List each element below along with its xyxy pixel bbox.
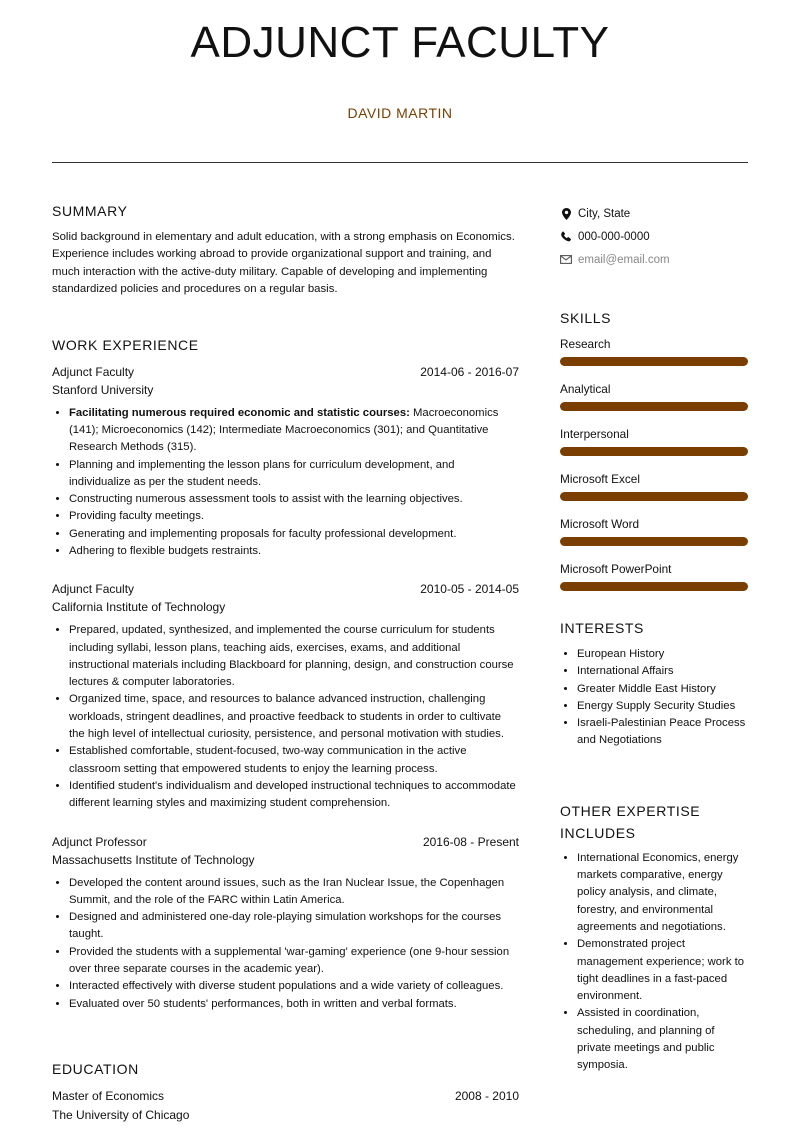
job-dates: 2014-06 - 2016-07 bbox=[420, 364, 519, 379]
list-item: • Developed the content around issues, such as the Iran Nuclear Issue, the Copenhagen Summit, and the role of the FARC within Latin America. bbox=[69, 875, 519, 910]
education-entry bbox=[52, 1087, 519, 1124]
list-item: • Providing faculty meetings. bbox=[69, 508, 519, 525]
summary-heading: SUMMARY bbox=[52, 203, 128, 219]
bullet-text: Macroeconomics (141); Microeconomics (142); Intermediate Macroeconomics (301); and Quantitative Research Methods (315). bbox=[69, 406, 499, 454]
job-bullets bbox=[52, 405, 519, 561]
job-dates: 2016-08 - Present bbox=[422, 834, 519, 849]
skills-heading: SKILLS bbox=[560, 310, 612, 326]
list-item: • Interacted effectively with diverse student populations and a wide variety of colleagues. bbox=[69, 978, 519, 995]
list-item: • Adhering to flexible budgets restraints. bbox=[69, 543, 519, 560]
skill-item bbox=[560, 561, 748, 591]
interests-list bbox=[560, 646, 748, 750]
job-entry bbox=[52, 363, 519, 561]
work-heading: WORK EXPERIENCE bbox=[52, 336, 199, 353]
list-item: • Energy Supply Security Studies bbox=[577, 698, 748, 715]
job-dates: 2010-05 - 2014-05 bbox=[420, 582, 519, 597]
job-title: Adjunct Faculty bbox=[52, 582, 135, 597]
contact-phone bbox=[560, 225, 748, 248]
skill-name: Microsoft PowerPoint bbox=[560, 562, 672, 576]
job-bullets bbox=[52, 622, 519, 812]
skill-name: Interpersonal bbox=[560, 427, 629, 441]
envelope-icon bbox=[560, 255, 572, 264]
main-column bbox=[52, 203, 519, 1124]
skill-bar bbox=[560, 402, 748, 411]
list-item: • Assisted in coordination, scheduling, and planning of private meetings and public symposia. bbox=[577, 1005, 748, 1074]
other-expertise-list bbox=[560, 850, 748, 1075]
job-organization: Massachusetts Institute of Technology bbox=[52, 852, 255, 867]
list-item: • Prepared, updated, synthesized, and implemented the course curriculum for students including syllabi, lesson plans, teaching aids, exercises, exams, and additional instructional materials including Blackboard for planning, design, and construction course lectures & computer laboratories. bbox=[69, 622, 519, 691]
other-expertise-heading: OTHER EXPERTISE INCLUDES bbox=[560, 802, 701, 841]
degree: Master of Economics bbox=[52, 1088, 165, 1103]
skills-list bbox=[560, 336, 748, 591]
bullet-bold: Facilitating numerous required economic and statistic courses: bbox=[69, 406, 410, 419]
skill-item bbox=[560, 381, 748, 411]
list-item: • Israeli-Palestinian Peace Process and Negotiations bbox=[577, 715, 748, 750]
skill-item bbox=[560, 336, 748, 366]
list-item: • Organized time, space, and resources to balance advanced instruction, challenging workloads, stringent deadlines, and proactive feedback to students in order to cultivate the high level of intellectual curiosity, persistence, and personal motivation with studies. bbox=[69, 691, 519, 743]
phone-text: 000-000-0000 bbox=[578, 230, 650, 243]
job-organization: California Institute of Technology bbox=[52, 600, 226, 615]
contact-email[interactable] bbox=[560, 248, 748, 271]
job-organization: Stanford University bbox=[52, 382, 154, 397]
job-title: Adjunct Professor bbox=[52, 834, 147, 849]
phone-icon bbox=[560, 231, 572, 242]
skill-bar bbox=[560, 447, 748, 456]
list-item: • Generating and implementing proposals for faculty professional development. bbox=[69, 526, 519, 543]
skill-item bbox=[560, 426, 748, 456]
summary-text: Solid background in elementary and adult education, with a strong emphasis on Economics. Experience includes working abroad to provide organizational support and training, and much interaction with the active-duty military. Capable of developing and implementing standardized policies and procedures on a regular basis. bbox=[52, 231, 515, 296]
skill-bar bbox=[560, 537, 748, 546]
map-pin-icon bbox=[560, 208, 572, 220]
contact-location bbox=[560, 202, 748, 225]
list-item bbox=[69, 405, 519, 457]
list-item: • Provided the students with a supplemental 'war-gaming' experience (one 9-hour session over three separate courses in the academic year). bbox=[69, 944, 519, 979]
header-divider bbox=[52, 162, 748, 163]
list-item: • Established comfortable, student-focused, two-way communication in the active classroom setting that empowered students to enjoy the learning process. bbox=[69, 743, 519, 778]
skill-item bbox=[560, 516, 748, 546]
list-item: • Designed and administered one-day role-playing simulation workshops for the courses taught. bbox=[69, 909, 519, 944]
list-item: • Identified student's individualism and developed instructional techniques to accommodate different learning styles and maximizing student comprehension. bbox=[69, 778, 519, 813]
list-item: • Demonstrated project management experience; work to tight deadlines in a fast-paced environment. bbox=[577, 936, 748, 1005]
job-title: Adjunct Faculty bbox=[52, 364, 135, 379]
list-item: • International Affairs bbox=[577, 663, 748, 680]
list-item: • International Economics, energy markets comparative, energy policy analysis, and climate, forestry, and environmental agreements and negotiations. bbox=[577, 850, 748, 936]
interests-heading: INTERESTS bbox=[560, 620, 644, 636]
list-item: • Planning and implementing the lesson plans for curriculum development, and individualize as per the student needs. bbox=[69, 457, 519, 492]
school: The University of Chicago bbox=[52, 1107, 190, 1122]
skill-name: Research bbox=[560, 337, 611, 351]
skill-bar bbox=[560, 582, 748, 591]
list-item: • Evaluated over 50 students' performances, both in written and verbal formats. bbox=[69, 996, 519, 1013]
education-heading: EDUCATION bbox=[52, 1060, 139, 1077]
candidate-name: DAVID MARTIN bbox=[347, 105, 453, 121]
skill-name: Microsoft Word bbox=[560, 517, 640, 531]
job-bullets bbox=[52, 875, 519, 1013]
location-text: City, State bbox=[578, 207, 631, 220]
list-item: • Greater Middle East History bbox=[577, 681, 748, 698]
sidebar-column bbox=[560, 202, 748, 1075]
email-link[interactable]: email@email.com bbox=[578, 253, 670, 266]
skill-name: Microsoft Excel bbox=[560, 472, 640, 486]
job-entry bbox=[52, 833, 519, 1013]
list-item: • Constructing numerous assessment tools to assist with the learning objectives. bbox=[69, 491, 519, 508]
skill-bar bbox=[560, 492, 748, 501]
list-item: • European History bbox=[577, 646, 748, 663]
job-entry bbox=[52, 580, 519, 812]
education-dates: 2008 - 2010 bbox=[454, 1088, 519, 1103]
skill-name: Analytical bbox=[560, 382, 611, 396]
skill-item bbox=[560, 471, 748, 501]
skill-bar bbox=[560, 357, 748, 366]
resume-title: ADJUNCT FACULTY bbox=[190, 18, 610, 67]
